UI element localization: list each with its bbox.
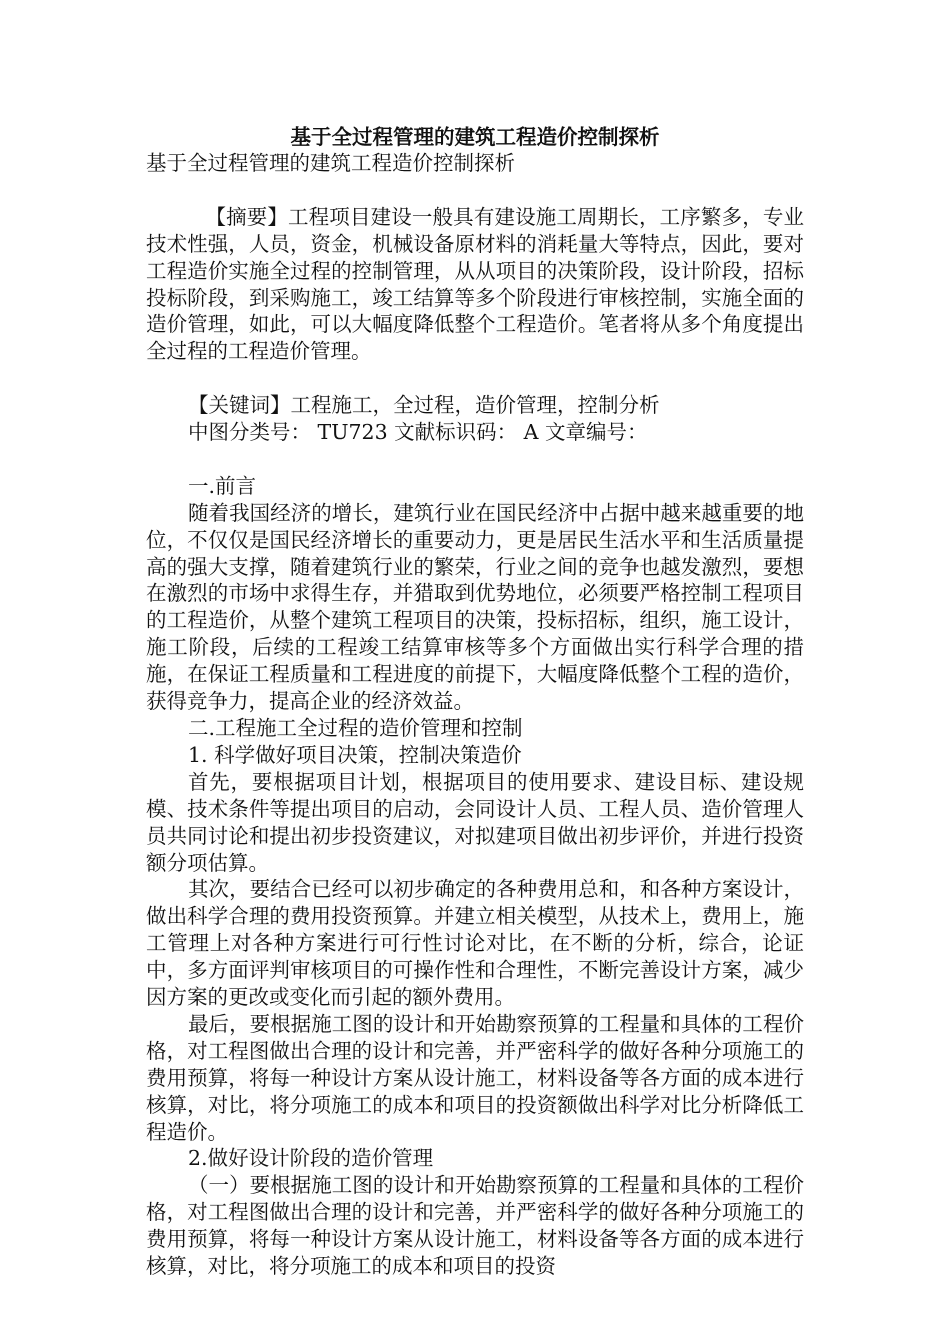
- intro-paragraph: 随着我国经济的增长，建筑行业在国民经济中占据中越来越重要的地位，不仅仅是国民经济增长的重要动力，更是居民生活水平和生活质量提高的强大支撑，随着建筑行业的繁荣，行业之间的竞争也越发激烈，要想在激烈的市场中求得生存，并猎取到优势地位，必须要严格控制工程项目的工程造价，从整个建筑工程项目的决策，投标招标，组织，施工设计，施工阶段，后续的工程竣工结算审核等多个方面做出实行科学合理的措施，在保证工程质量和工程进度的前提下，大幅度降低整个工程的造价，获得竞争力，提高企业的经济效益。: [146, 500, 804, 714]
- document-page: [146, 124, 804, 1280]
- decision-paragraph-second: 其次，要结合已经可以初步确定的各种费用总和，和各种方案设计，做出科学合理的费用投资预算。并建立相关模型，从技术上，费用上，施工管理上对各种方案进行可行性讨论对比，在不断的分析，综合，论证中，多方面评判审核项目的可操作性和合理性，不断完善设计方案，减少因方案的更改或变化而引起的额外费用。: [146, 877, 804, 1010]
- abstract-paragraph: 【摘要】工程项目建设一般具有建设施工周期长，工序繁多，专业技术性强，人员，资金，机械设备原材料的消耗量大等特点，因此，要对工程造价实施全过程的控制管理，从从项目的决策阶段，设计阶段，招标投标阶段，到采购施工，竣工结算等多个阶段进行审核控制，实施全面的造价管理，如此，可以大幅度降低整个工程造价。笔者将从多个角度提出全过程的工程造价管理。: [146, 204, 804, 364]
- design-paragraph-first: （一）要根据施工图的设计和开始勘察预算的工程量和具体的工程价格，对工程图做出合理的设计和完善，并严密科学的做好各种分项施工的费用预算，将每一种设计方案从设计施工，材料设备等各方面的成本进行核算，对比，将分项施工的成本和项目的投资: [146, 1173, 804, 1279]
- spacer: [146, 446, 804, 473]
- spacer: [146, 365, 804, 392]
- subsection-heading-decision: 1. 科学做好项目决策，控制决策造价: [188, 742, 522, 767]
- decision-paragraph-third: 最后，要根据施工图的设计和开始勘察预算的工程量和具体的工程价格，对工程图做出合理的设计和完善，并严密科学的做好各种分项施工的费用预算，将每一种设计方案从设计施工，材料设备等各方面的成本进行核算，对比，将分项施工的成本和项目的投资额做出科学对比分析降低工程造价。: [146, 1011, 804, 1144]
- decision-paragraph-first: 首先，要根据项目计划，根据项目的使用要求、建设目标、建设规模、技术条件等提出项目的启动，会同设计人员、工程人员、造价管理人员共同讨论和提出初步投资建议，对拟建项目做出初步评价，并进行投资额分项估算。: [146, 769, 804, 875]
- spacer: [146, 177, 804, 204]
- section-heading-process: 二.工程施工全过程的造价管理和控制: [188, 715, 523, 740]
- section-heading-intro: 一.前言: [188, 473, 257, 498]
- document-title: 基于全过程管理的建筑工程造价控制探析: [290, 125, 660, 149]
- subsection-heading-design: 2.做好设计阶段的造价管理: [188, 1146, 434, 1171]
- keywords-line: 【关键词】工程施工，全过程，造价管理，控制分析: [188, 393, 660, 418]
- document-subtitle: 基于全过程管理的建筑工程造价控制探析: [146, 151, 515, 175]
- classification-line: 中图分类号： TU723 文献标识码： A 文章编号：: [188, 420, 648, 445]
